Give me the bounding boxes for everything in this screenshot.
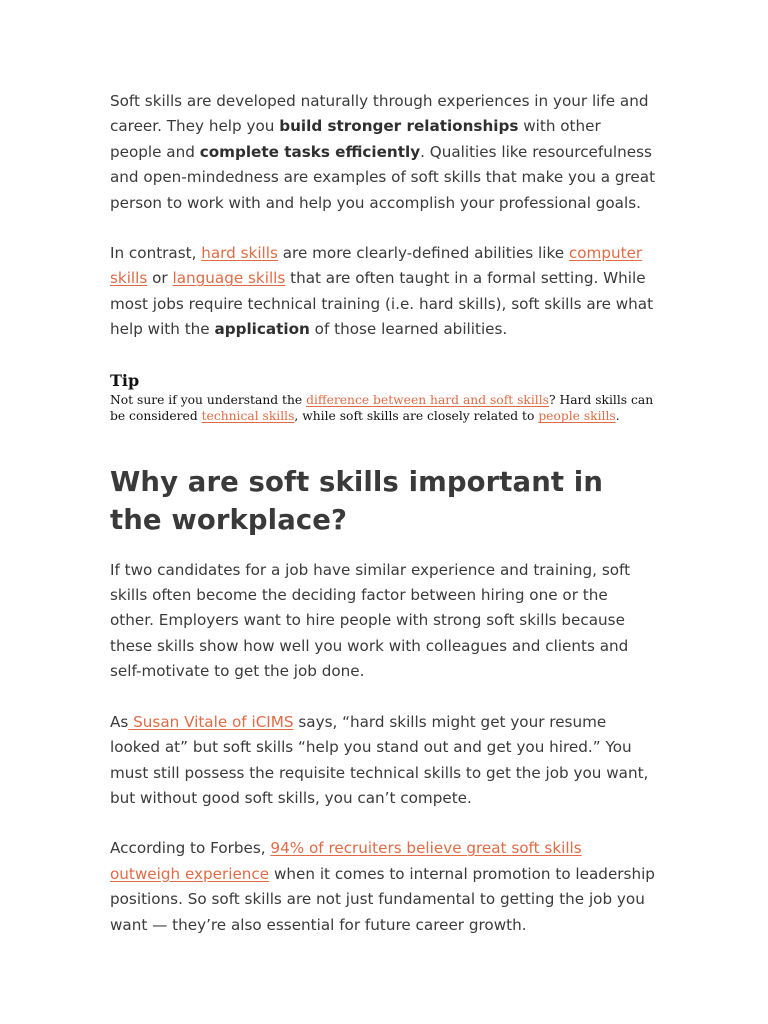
text: when it comes to internal promotion to leadership positions. So soft skills are not just fundamental to getting the job you want — they’re also essential for future career growth. bbox=[110, 864, 655, 934]
paragraph-contrast bbox=[110, 241, 656, 343]
text: of those learned abilities. bbox=[309, 320, 508, 339]
tip-box bbox=[110, 371, 656, 425]
tip-text bbox=[110, 392, 656, 425]
link-susan-vitale[interactable]: Susan Vitale of iCIMS bbox=[128, 712, 294, 731]
text: are more clearly-defined abilities like bbox=[277, 244, 569, 263]
text: According to Forbes, bbox=[110, 839, 271, 858]
link-hard-skills[interactable]: hard skills bbox=[201, 244, 278, 263]
paragraph-candidates: If two candidates for a job have similar experience and training, soft skills often become the deciding factor between hiring one or the other. Employers want to hire people with strong soft skills because these skills show how well you work with colleagues and clients and self-motivate to get the job done. bbox=[110, 560, 631, 681]
text: In contrast, bbox=[110, 244, 202, 263]
text: ? Hard skills can be considered bbox=[110, 392, 654, 424]
paragraph-intro bbox=[110, 89, 656, 216]
link-technical-skills[interactable]: technical skills bbox=[201, 409, 295, 424]
bold-text: application bbox=[214, 320, 310, 339]
text: says, “hard skills might get your resume looked at” but soft skills “help you stand out and get you hired.” You must still possess the requisite technical skills to get the job you want, but without good soft skills, you can’t compete. bbox=[110, 712, 649, 807]
text: As bbox=[110, 712, 129, 731]
text: Soft skills are developed naturally through experiences in your life and career. They help you bbox=[110, 92, 649, 136]
text: Not sure if you understand the bbox=[110, 392, 307, 407]
text: that are often taught in a formal setting. While most jobs require technical training (i.e. hard skills), soft skills are what help with the bbox=[110, 269, 654, 339]
link-difference-hard-soft[interactable]: difference between hard and soft skills bbox=[306, 392, 549, 407]
section-body bbox=[110, 558, 656, 938]
text: , while soft skills are closely related to bbox=[294, 409, 539, 424]
section-heading: Why are soft skills important in the workplace? bbox=[110, 465, 604, 536]
link-people-skills[interactable]: people skills bbox=[538, 409, 616, 424]
link-computer-skills[interactable]: computer skills bbox=[110, 244, 643, 288]
link-language-skills[interactable]: language skills bbox=[172, 269, 286, 288]
bold-text: complete tasks efficiently bbox=[199, 142, 421, 161]
text: . Qualities like resourcefulness and open-mindedness are examples of soft skills that make you a great person to work with and help you accomplish your professional goals. bbox=[110, 142, 656, 212]
paragraph-forbes bbox=[110, 836, 656, 938]
text: with other people and bbox=[110, 117, 601, 161]
link-forbes-recruiters[interactable]: 94% of recruiters believe great soft skills outweigh experience bbox=[110, 839, 582, 883]
text: or bbox=[147, 269, 173, 288]
bold-text: build stronger relationships bbox=[279, 117, 519, 136]
tip-title: Tip bbox=[110, 370, 140, 390]
paragraph-susan-vitale bbox=[110, 710, 656, 812]
article-body bbox=[110, 89, 656, 938]
text: . bbox=[615, 409, 620, 424]
